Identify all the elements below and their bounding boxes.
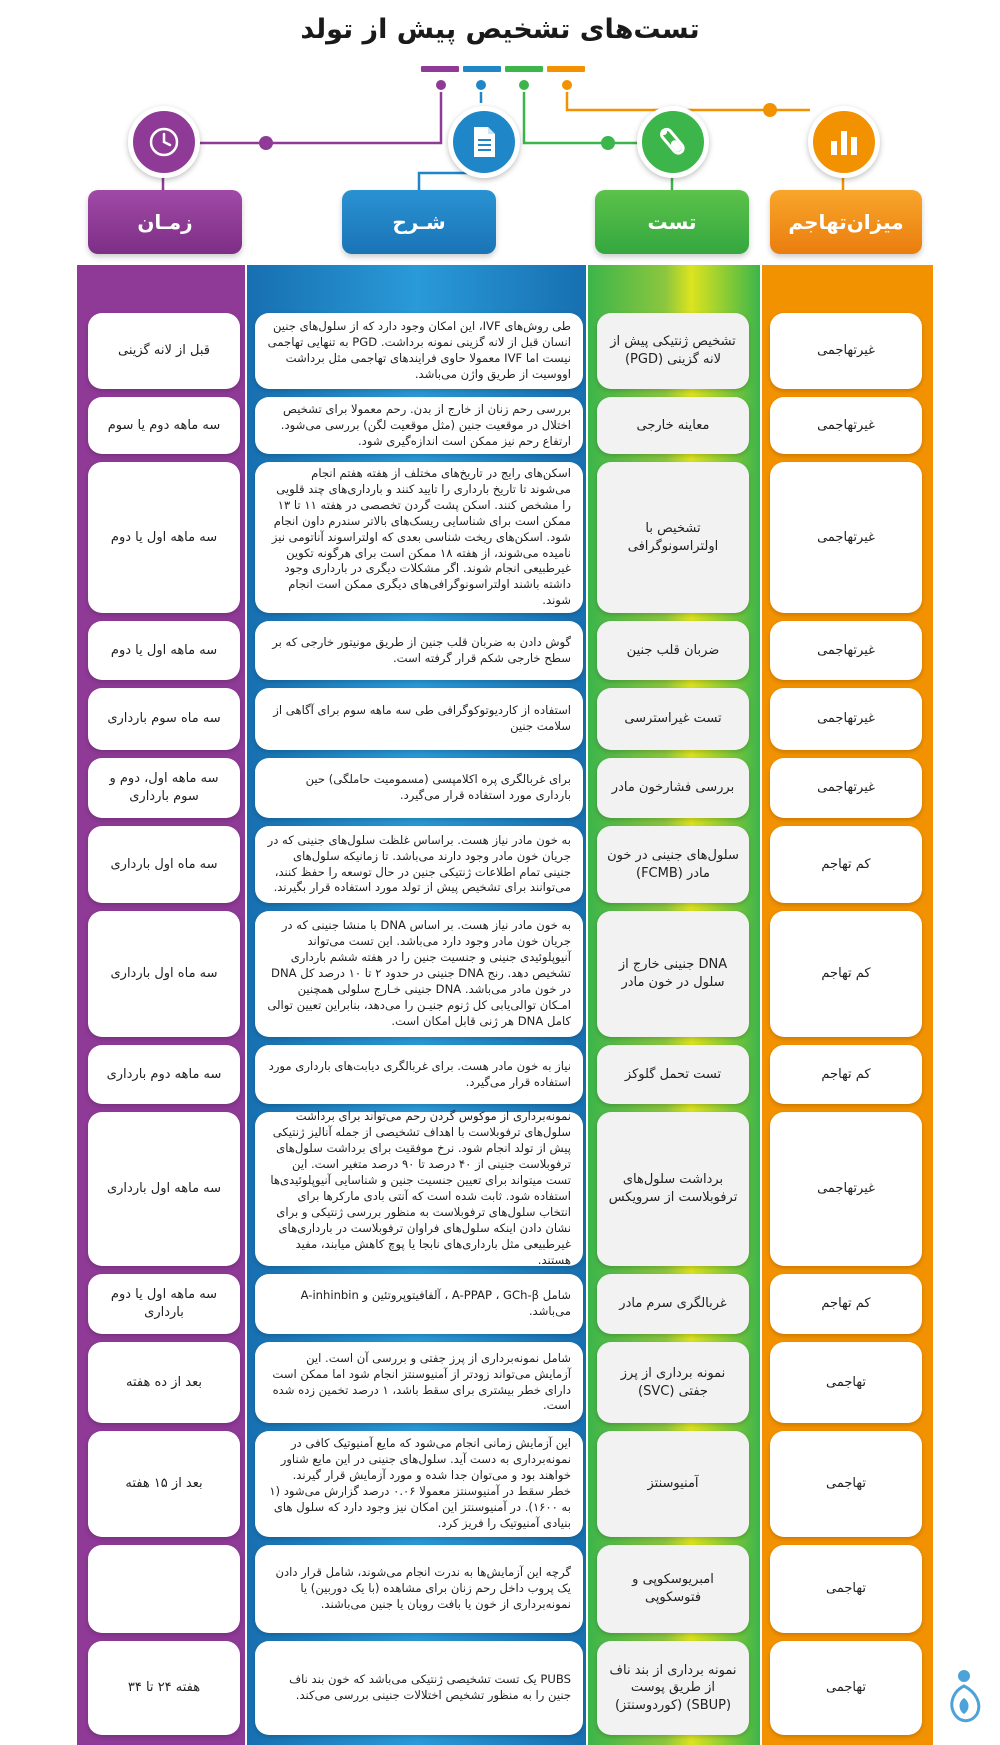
- time-cell: سه ماهه اول یا دوم: [88, 621, 240, 680]
- level-cell: غیرتهاجمی: [770, 758, 922, 818]
- page-title: تست‌های تشخیص پیش از تولد: [300, 14, 700, 45]
- description-cell: طی روش‌های IVF، این امکان وجود دارد که از سلول‌های جنین انسان قبل از لانه گزینی نمونه برداشت. PGD به تنهایی تهاجمی نیست اما IVF معمولا حاوی فرایندهای تهاجمی مثل برداشت اووسیت از طریق واژن می‌باشد.: [255, 313, 583, 389]
- description-cell: بررسی رحم زنان از خارج از بدن. رحم معمولا برای تشخیص اختلال در موقعیت جنین (مثل موقعیت لگن) بررسی می‌شود. ارتفاع رحم نیز ممکن است اندازه‌گیری شود.: [255, 397, 583, 454]
- time-cell: سه ماهه دوم یا سوم: [88, 397, 240, 454]
- level-cell: کم تهاجم: [770, 826, 922, 903]
- time-cell: سه ماه اول بارداری: [88, 911, 240, 1037]
- time-cell: بعد از ۱۵ هفته: [88, 1431, 240, 1537]
- test-cell: برداشت سلول‌های ترفوبلاست از سرویکس: [597, 1112, 749, 1266]
- test-cell: امبریوسکوپی و فتوسکوپی: [597, 1545, 749, 1633]
- description-cell: برای غربالگری پره اکلامپسی (مسمومیت حاملگی) حین بارداری مورد استفاده قرار می‌گیرد.: [255, 758, 583, 818]
- table-row: [0, 393, 1000, 458]
- time-cell: سه ماهه دوم بارداری: [88, 1045, 240, 1104]
- time-cell: [88, 1545, 240, 1633]
- time-cell: هفته ۲۴ تا ۳۴: [88, 1641, 240, 1735]
- table-row: [0, 309, 1000, 393]
- level-cell: غیرتهاجمی: [770, 462, 922, 613]
- description-cell: نمونه‌برداری از موکوس گردن رحم می‌تواند برای برداشت سلول‌های ترفوبلاست با اهداف تشخیصی از جمله آنالیز ژنتیکی پیش از تولد انجام شود. نرخ موفقیت برای برداشت سلول‌های ترفوبلاست جنینی از ۴۰ درصد تا ۹۰ درصد متغیر است. این تست میتواند برای تعیین جنسیت جنین و شناسایی آنیوپلوئیدی‌ها استفاده شود. ثابت شده است که آنتی بادی مارکرها برای انتخاب سلول‌های ترفوبلاست به منظور بررسی ژنتیکی و برای نشان دادن اینکه سلول‌های فراوان ترفوبلاست در بارداری‌های غیرطبیعی مثل بارداری‌های نابجا یا پوچ کاهش میابند، مفید هستند.: [255, 1112, 583, 1266]
- time-cell: قبل از لانه گزینی: [88, 313, 240, 389]
- table-row: [0, 1270, 1000, 1338]
- description-cell: این آزمایش زمانی انجام می‌شود که مایع آمنیوتیک کافی در نمونه‌برداری به دست آید. سلول‌های جنینی در این مایع شناور خواهند بود و می‌توان جدا شده و مورد آزمایش قرار گیرند. خطر سقط در آمنیوسنتز معمولا ۰.۰۶ درصد گزارش می‌شود (۱ به ۱۶۰۰). در آمنیوسنتز این امکان نیز وجود دارد که سلول های بنیادی آمنیوتیک را فریز کرد.: [255, 1431, 583, 1537]
- test-tube-icon: [637, 106, 709, 178]
- table-row: [0, 1637, 1000, 1739]
- table-row: [0, 1427, 1000, 1541]
- test-cell: تشخیص ژنتیکی پیش از لانه گزینی (PGD): [597, 313, 749, 389]
- time-cell: سه ماه اول بارداری: [88, 826, 240, 903]
- test-cell: نمونه برداری از پرز جفتی (SVC): [597, 1342, 749, 1423]
- description-cell: اسکن‌های رایج در تاریخ‌های مختلف از هفته هفتم انجام می‌شوند تا تاریخ بارداری را تایید کنند و بارداری‌های چند قلویی را مشخص کنند. اسکن پشت گردن تخصصی در هفته ۱۱ تا ۱۳ ممکن است برای شناسایی ریسک‌های بالاتر سندرم داون انجام شود. اسکن‌های ریخت شناسی بعدی که اولتراسوند آناتومی نیز نامیده می‌شوند، از هفته ۱۸ ممکن است برای هرگونه تکوین غیرطبیعی انجام شوند. اگر مشکلات دیگری در بارداری وجود داشته باشند اولتراسونوگرافی‌های دیگری ممکن است انجام شوند.: [255, 462, 583, 613]
- document-icon: [448, 106, 520, 178]
- table-row: [0, 907, 1000, 1041]
- level-cell: کم تهاجم: [770, 1045, 922, 1104]
- table-row: [0, 1541, 1000, 1637]
- table-row: [0, 458, 1000, 617]
- header-time: زمـان: [88, 190, 242, 254]
- table-row: [0, 1338, 1000, 1427]
- header-level: میزان‌تهاجم: [770, 190, 922, 254]
- test-cell: نمونه برداری از بند ناف از طریق پوست (SBUP) (کوردوسنتز): [597, 1641, 749, 1735]
- test-cell: DNA جنینی خارج از سلول در خون مادر: [597, 911, 749, 1037]
- test-cell: ضربان قلب جنین: [597, 621, 749, 680]
- test-cell: تشخیص با اولتراسونوگرافی: [597, 462, 749, 613]
- test-cell: تست غیراسترسی: [597, 688, 749, 750]
- table-row: [0, 617, 1000, 684]
- time-cell: سه ماهه اول یا دوم بارداری: [88, 1274, 240, 1334]
- level-cell: غیرتهاجمی: [770, 621, 922, 680]
- description-cell: شامل نمونه‌برداری از پرز جفتی و بررسی آن است. این آزمایش می‌تواند زودتر از آمنیوسنتز انجام شود اما ممکن است دارای خطر بیشتری برای سقط باشد، ۱ درصد تخمین زده شده است.: [255, 1342, 583, 1423]
- level-cell: غیرتهاجمی: [770, 1112, 922, 1266]
- clock-icon: [128, 106, 200, 178]
- level-cell: غیرتهاجمی: [770, 688, 922, 750]
- level-cell: کم تهاجم: [770, 911, 922, 1037]
- time-cell: سه ماهه اول بارداری: [88, 1112, 240, 1266]
- bar-chart-icon: [808, 106, 880, 178]
- time-cell: بعد از ده هفته: [88, 1342, 240, 1423]
- description-cell: شامل A-PPAP ، GCh-β ، آلفافیتوپروتئین و A-inhinbin می‌باشد.: [255, 1274, 583, 1334]
- time-cell: سه ماهه اول، دوم و سوم بارداری: [88, 758, 240, 818]
- table-row: [0, 754, 1000, 822]
- test-cell: سلول‌های جنینی در خون مادر (FCMB): [597, 826, 749, 903]
- test-cell: بررسی فشارخون مادر: [597, 758, 749, 818]
- test-cell: معاینه خارجی: [597, 397, 749, 454]
- header-description: شـرح: [342, 190, 496, 254]
- description-cell: به خون مادر نیاز هست. بر اساس DNA با منشا جنینی که در جریان خون مادر وجود دارد می‌باشد. این تست می‌تواند آنیوپلوئیدی جنینی و جنسیت جنین را در هفته ششم بارداری تشخیص دهد. رنج DNA جنینی در حدود ۲ تا ۱۰ درصد کل DNA در خون مادر می‌باشد. DNA جنینی خـارج سلولی همچنین امـکان توالی‌یابی کل ژنوم جنیـن را می‌دهد، بنابراین تعیین توالی کامل DNA هر ژنی قابل امکان است.: [255, 911, 583, 1037]
- test-cell: آمنیوسنتز: [597, 1431, 749, 1537]
- level-cell: کم تهاجم: [770, 1274, 922, 1334]
- description-cell: نیاز به خون مادر هست. برای غربالگری دیابت‌های بارداری مورد استفاده قرار می‌گیرد.: [255, 1045, 583, 1104]
- level-cell: تهاجمی: [770, 1641, 922, 1735]
- description-cell: PUBS یک تست تشخیصی ژنتیکی می‌باشد که خون بند ناف جنین را به منظور تشخیص اختلالات جنینی بررسی می‌کند.: [255, 1641, 583, 1735]
- description-cell: گوش دادن به ضربان قلب جنین از طریق مونیتور خارجی که بر سطح خارجی شکم قرار گرفته است.: [255, 621, 583, 680]
- description-cell: به خون مادر نیاز هست. براساس غلظت سلول‌های جنینی که در جریان خون مادر وجود دارند می‌باشد. تا زمانیکه سلول‌های جنینی تمام اطلاعات ژنتیکی جنین در حال توسعه را حفظ کنند، می‌توانند برای تشخیص پیش از تولد مورد استفاده قرار بگیرند.: [255, 826, 583, 903]
- level-cell: غیرتهاجمی: [770, 397, 922, 454]
- test-cell: غربالگری سرم مادر: [597, 1274, 749, 1334]
- description-cell: استفاده از کاردیوتوکوگرافی طی سه ماهه سوم برای آگاهی از سلامت جنین: [255, 688, 583, 750]
- brand-logo: [944, 1668, 984, 1728]
- level-cell: تهاجمی: [770, 1431, 922, 1537]
- time-cell: سه ماهه اول یا دوم: [88, 462, 240, 613]
- header-test: تست: [595, 190, 749, 254]
- table-row: [0, 1041, 1000, 1108]
- level-cell: غیرتهاجمی: [770, 313, 922, 389]
- time-cell: سه ماه سوم بارداری: [88, 688, 240, 750]
- table-row: [0, 684, 1000, 754]
- level-cell: تهاجمی: [770, 1545, 922, 1633]
- table-row: [0, 822, 1000, 907]
- test-cell: تست تحمل گلوکز: [597, 1045, 749, 1104]
- level-cell: تهاجمی: [770, 1342, 922, 1423]
- table-row: [0, 1108, 1000, 1270]
- description-cell: گرچه این آزمایش‌ها به ندرت انجام می‌شوند، شامل قرار دادن یک پروب داخل رحم زنان برای مشاهده (با یک دوربین) یا نمونه‌برداری از خون یا بافت رویان یا جنین می‌باشند.: [255, 1545, 583, 1633]
